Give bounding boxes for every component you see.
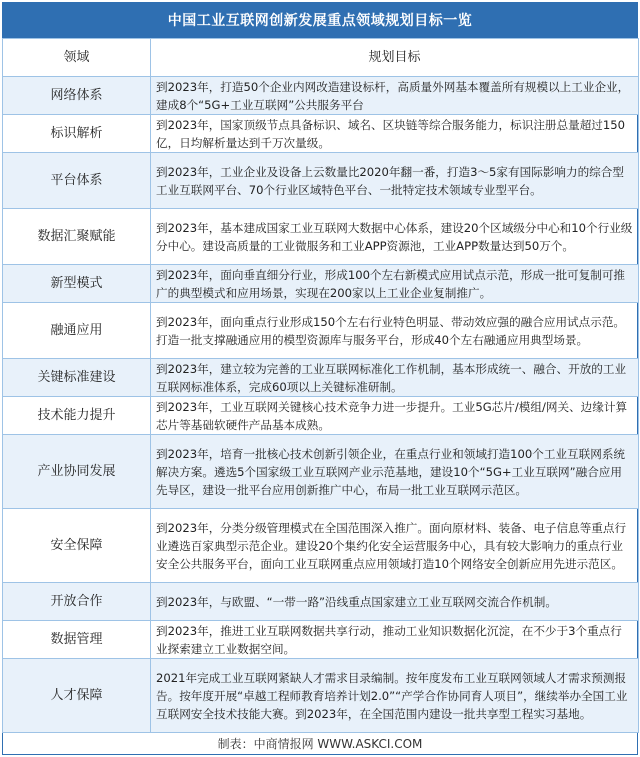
- row-target: 到2023年，推进工业互联网数据共享行动，推动工业知识数据化沉淀，在不少于3个重点行业探索建立工业数据空间。: [151, 621, 639, 659]
- table-row: [3, 303, 639, 359]
- plan-table: [2, 38, 639, 733]
- row-target: 到2023年，分类分级管理模式在全国范围深入推广。面向原材料、装备、电子信息等重点行业遴选百家典型示范企业。建设20个集约化安全运营服务中心，具有较大影响力的重点行业安全公共服务平台，面向工业互联网重点应用领域打造10个网络安全创新应用先进示范区。: [151, 509, 639, 583]
- header-target: 规划目标: [151, 39, 639, 77]
- table-row: [3, 621, 639, 659]
- table-header-row: [3, 39, 639, 77]
- row-field: 产业协同发展: [3, 435, 151, 509]
- row-target: 到2023年，与欧盟、“一带一路”沿线重点国家建立工业互联网交流合作机制。: [151, 583, 639, 621]
- source-footer: 制表：中商情报网 WWW.ASKCI.COM: [217, 737, 423, 751]
- row-target: 到2023年，面向垂直细分行业，形成100个左右新模式应用试点示范，形成一批可复制可推广的典型模式和应用场景，实现在200家以上工业企业复制推广。: [151, 265, 639, 303]
- row-target: 到2023年，基本建成国家工业互联网大数据中心体系，建设20个区域级分中心和10个行业级分中心。建设高质量的工业微服务和工业APP资源池，工业APP数量达到50万个。: [151, 209, 639, 265]
- row-target: 到2023年，面向重点行业形成150个左右行业特色明显、带动效应强的融合应用试点示范。打造一批支撑融通应用的模型资源库与服务平台，形成40个左右融通应用典型场景。: [151, 303, 639, 359]
- table-row: [3, 509, 639, 583]
- row-field: 关键标准建设: [3, 359, 151, 397]
- table-row: [3, 659, 639, 733]
- row-field: 融通应用: [3, 303, 151, 359]
- table-row: [3, 583, 639, 621]
- header-field: 领域: [3, 39, 151, 77]
- row-target: 到2023年，工业互联网关键核心技术竞争力进一步提升。工业5G芯片/模组/网关、边缘计算芯片等基础软硬件产品基本成熟。: [151, 397, 639, 435]
- row-target: 到2023年，培育一批核心技术创新引领企业，在重点行业和领域打造100个工业互联网系统解决方案。遴选5个国家级工业互联网产业示范基地，建设10个“5G+工业互联网”融合应用先导区，建设一批平台应用创新推广中心，布局一批工业互联网示范区。: [151, 435, 639, 509]
- table-row: [3, 153, 639, 209]
- row-field: 标识解析: [3, 115, 151, 153]
- row-target: 到2023年，打造50个企业内网改造建设标杆，高质量外网基本覆盖所有规模以上工业企业，建成8个“5G+工业互联网”公共服务平台: [151, 77, 639, 115]
- row-target: 到2023年，国家顶级节点具备标识、域名、区块链等综合服务能力，标识注册总量超过150亿，日均解析量达到千万次量级。: [151, 115, 639, 153]
- row-field: 平台体系: [3, 153, 151, 209]
- row-field: 数据管理: [3, 621, 151, 659]
- row-field: 技术能力提升: [3, 397, 151, 435]
- row-field: 新型模式: [3, 265, 151, 303]
- row-target: 到2023年，工业企业及设备上云数量比2020年翻一番，打造3～5家有国际影响力的综合型工业互联网平台、70个行业区域特色平台、一批特定技术领域专业型平台。: [151, 153, 639, 209]
- row-target: 到2023年，建立较为完善的工业互联网标准化工作机制，基本形成统一、融合、开放的工业互联网标准体系，完成60项以上关键标准研制。: [151, 359, 639, 397]
- page-title: 中国工业互联网创新发展重点领域规划目标一览: [2, 2, 638, 38]
- row-target: 2021年完成工业互联网紧缺人才需求目录编制。按年度发布工业互联网领域人才需求预测报告。按年度开展“卓越工程师教育培养计划2.0”“产学合作协同育人项目”，继续举办全国工业互联网安全技术技能大赛。到2023年，在全国范围内建设一批共享型工程实习基地。: [151, 659, 639, 733]
- table-row: [3, 265, 639, 303]
- row-field: 安全保障: [3, 509, 151, 583]
- table-row: [3, 115, 639, 153]
- row-field: 开放合作: [3, 583, 151, 621]
- table-row: [3, 435, 639, 509]
- table-row: [3, 209, 639, 265]
- table-row: [3, 397, 639, 435]
- row-field: 数据汇聚赋能: [3, 209, 151, 265]
- row-field: 人才保障: [3, 659, 151, 733]
- row-field: 网络体系: [3, 77, 151, 115]
- table-row: [3, 77, 639, 115]
- table-row: [3, 359, 639, 397]
